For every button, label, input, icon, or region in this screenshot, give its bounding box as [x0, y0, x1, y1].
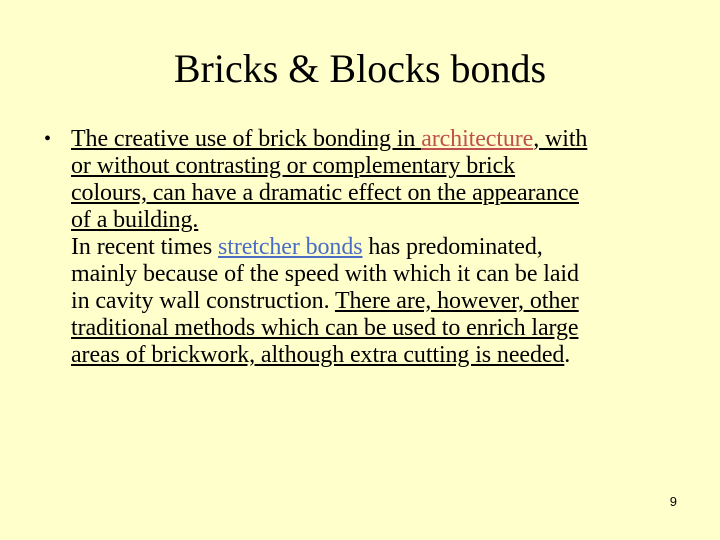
text-segment: has predominated, [362, 234, 543, 260]
slide-title: Bricks & Blocks bonds [173, 46, 547, 91]
page-number: 9 [669, 494, 677, 509]
text-segment: There are, however, other [334, 288, 579, 314]
text-line: colours, can have a dramatic effect on the appearance [71, 180, 579, 206]
paragraph-text [71, 126, 686, 369]
text-line: of a building. [71, 207, 199, 233]
architecture-link[interactable]: architecture [421, 126, 534, 152]
text-segment: in cavity wall construction. [71, 288, 335, 314]
text-segment: areas of brickwork, although extra cutting is needed [71, 342, 565, 368]
text-segment: . [564, 342, 571, 368]
text-line [71, 234, 686, 261]
text-line [71, 342, 686, 369]
text-segment: The creative use of brick bonding in [71, 126, 422, 152]
text-line [71, 288, 686, 315]
text-line: mainly because of the speed with which it can be laid [71, 261, 579, 287]
text-line: or without contrasting or complementary brick [71, 153, 516, 179]
text-segment: In recent times [71, 234, 219, 260]
text-line [71, 126, 686, 153]
text-segment: , with [533, 126, 588, 152]
text-line: traditional methods which can be used to enrich large [71, 315, 579, 341]
stretcher-bonds-link[interactable]: stretcher bonds [218, 234, 363, 260]
bullet-icon: • [44, 128, 52, 150]
